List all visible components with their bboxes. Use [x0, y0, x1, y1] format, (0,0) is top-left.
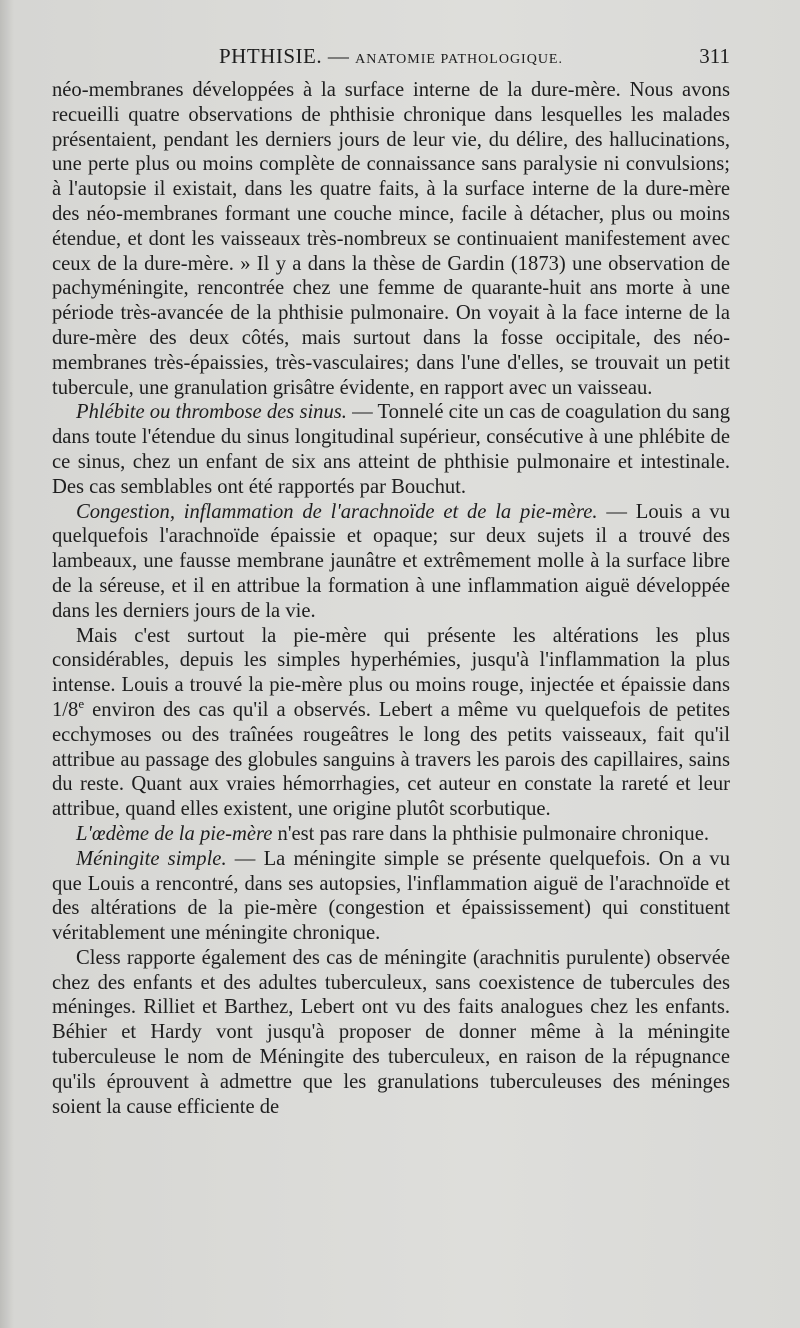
paragraph-pie-mere: [52, 624, 730, 822]
paragraph-congestion-text: — Louis a vu quelquefois l'arachnoïde épaissie et opaque; sur deux sujets il a trouvé des lambeaux, une fausse membrane jaunâtre et extrêmement molle à la surface libre de la séreuse, et il en attribue la formation à une inflammation aiguë développée dans les derniers jours de la vie.: [52, 500, 730, 622]
paragraph-pie-mere-text-a: Mais c'est surtout la pie-mère qui présente les altérations les plus considérables, depuis les simples hyperhémies, jusqu'à l'inflammation la plus intense. Louis a trouvé la pie-mère plus ou moins rouge, injectée et épaissie dans 1/8: [52, 624, 730, 721]
running-title-dash: —: [322, 44, 356, 68]
ordinal-superscript: e: [78, 696, 85, 712]
section-heading-phlebite: Phlébite ou thrombose des sinus.: [76, 401, 347, 424]
section-heading-meningite: Méningite simple.: [76, 847, 227, 870]
paragraph-congestion: [52, 500, 730, 624]
page-number: 311: [699, 44, 730, 68]
paragraph-phlebite: [52, 400, 730, 499]
paragraph-phlebite-text: — Tonnelé cite un cas de coagulation du sang dans toute l'étendue du sinus longitudinal supérieur, consécutive à une phlébite de ce sinus, chez un enfant de six ans atteint de phthisie pulmonaire et intestinale. Des cas semblables ont été rapportés par Bouchut.: [52, 401, 730, 498]
running-title-sub: ANATOMIE PATHOLOGIQUE.: [355, 52, 563, 67]
paragraph-pie-mere-text-b: environ des cas qu'il a observés. Lebert a même vu quelquefois de petites ecchymoses ou des traînées rougeâtres le long des petits vaisseaux, fait qu'il attribue au passage des globules sanguins à travers les parois des capillaires, sains du reste. Quant aux vraies hémorrhagies, cet auteur en constate la rareté et leur attribue, quand elles existent, une origine plutôt scorbutique.: [52, 698, 730, 821]
running-header: [52, 44, 730, 72]
running-title-main: PHTHISIE.: [219, 44, 323, 68]
section-heading-oedeme: L'œdème de la pie-mère: [76, 822, 273, 845]
body-text: [52, 78, 730, 1119]
section-heading-congestion: Congestion, inflammation de l'arachnoïde et de la pie-mère.: [76, 500, 598, 523]
paragraph-continued: néo-membranes développées à la surface interne de la dure-mère. Nous avons recueilli quatre observations de phthisie chronique dans lesquelles les malades présentaient, pendant les derniers jours de leur vie, du délire, des hallucinations, une perte plus ou moins complète de connaissance sans paralysie ni convulsions; à l'autopsie il existait, dans les quatre faits, à la surface interne de la dure-mère des néo-membranes formant une couche mince, facile à détacher, plus ou moins étendue, et dont les vaisseaux très-nombreux se continuaient manifestement avec ceux de la dure-mère. » Il y a dans la thèse de Gardin (1873) une observation de pachyméningite, rencontrée chez une femme de quarante-huit ans morte à une période très-avancée de la phthisie pulmonaire. On voyait à la face interne de la dure-mère des deux côtés, mais surtout dans la fosse occipitale, des néo-membranes très-épaissies, très-vasculaires; dans l'une d'elles, se trouvait un petit tubercule, une granulation grisâtre évidente, en rapport avec un vaisseau.: [52, 79, 730, 399]
running-title: [52, 44, 730, 69]
paragraph-oedeme-text: n'est pas rare dans la phthisie pulmonaire chronique.: [272, 822, 709, 845]
paragraph-meningite-text: — La méningite simple se présente quelquefois. On a vu que Louis a rencontré, dans ses autopsies, l'inflammation aiguë de l'arachnoïde et des altérations de la pie-mère (congestion et épaississement) qui constituent véritablement une méningite chronique.: [52, 847, 730, 945]
paragraph-oedeme: [52, 822, 730, 847]
paragraph-meningite: [52, 847, 730, 946]
paragraph-cless: Cless rapporte également des cas de méningite (arachnitis purulente) observée chez des enfants et des adultes tuberculeux, sans coexistence de tubercules des méninges. Rilliet et Barthez, Lebert ont vu des faits analogues chez les enfants. Béhier et Hardy vont jusqu'à proposer de donner même à la méningite tuberculeuse le nom de Méningite des tuberculeux, en raison de la répugnance qu'ils éprouvent à admettre que les granulations tuberculeuses des méninges soient la cause efficiente de: [52, 946, 730, 1118]
